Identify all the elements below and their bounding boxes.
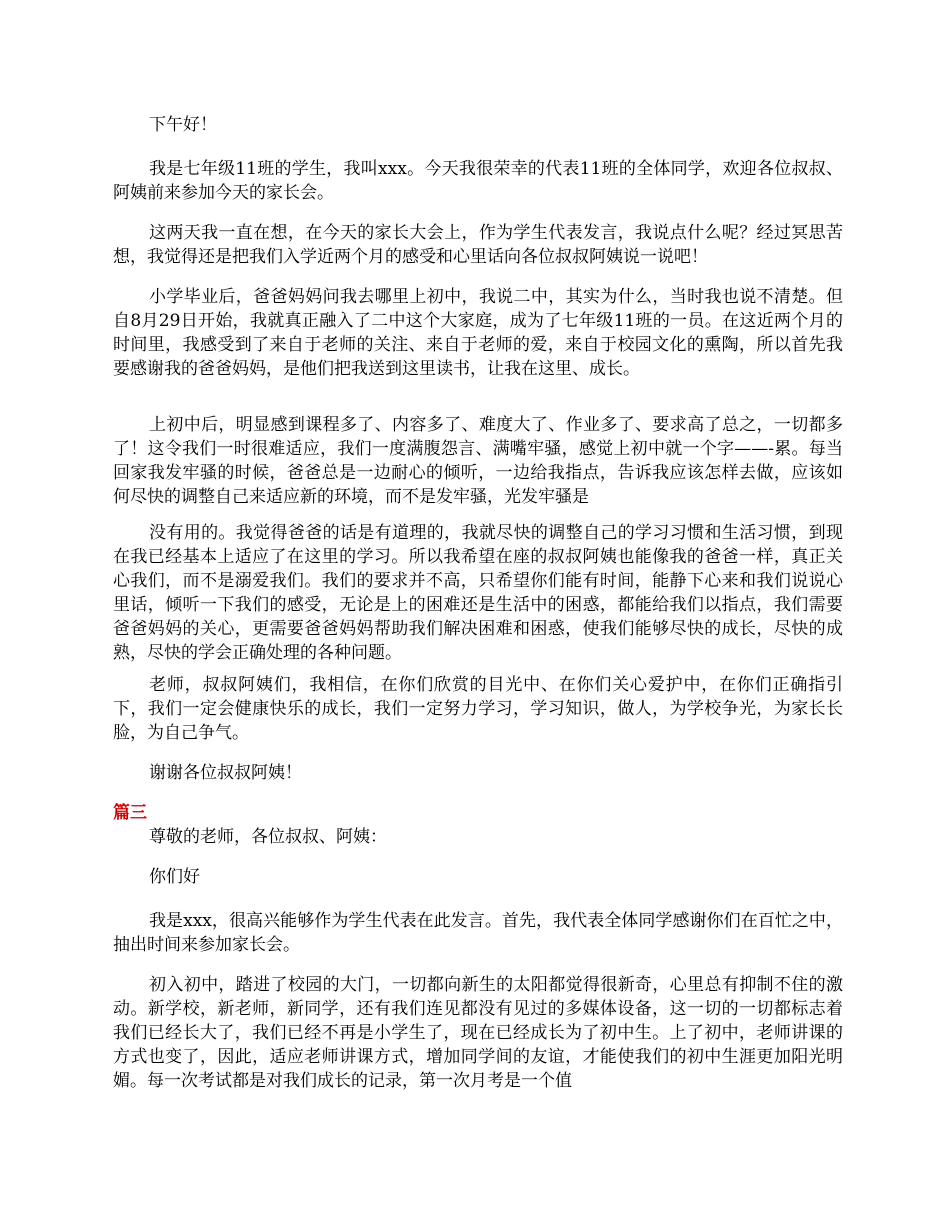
intro-paragraph: 我是七年级11班的学生，我叫xxx。今天我很荣幸的代表11班的全体同学，欢迎各位叔叔、阿姨前来参加今天的家长会。	[113, 159, 843, 203]
thanks-paragraph: 谢谢各位叔叔阿姨！	[149, 763, 302, 783]
greeting-paragraph: 下午好！	[149, 115, 217, 135]
junior-high-paragraph: 初入初中，踏进了校园的大门，一切都向新生的太阳都觉得很新奇，心里总有抑制不住的激动。新学校，新老师，新同学，还有我们连见都没有见过的多媒体设备，这一切的一切都标志着我们已经长大了，我们已经不再是小学生了，现在已经成长为了初中生。上了初中，老师讲课的方式也变了，因此，适应老师讲课方式，增加同学间的友谊，才能使我们的初中生涯更加阳光明媚。每一次考试都是对我们成长的记录，第一次月考是一个值	[113, 975, 843, 1091]
school-entry-paragraph: 小学毕业后，爸爸妈妈问我去哪里上初中，我说二中，其实为什么，当时我也说不清楚。但自8月29日开始，我就真正融入了二中这个大家庭，成为了七年级11班的一员。在这近两个月的时间里，我感受到了来自于老师的关注、来自于老师的爱，来自于校园文化的熏陶，所以首先我要感谢我的爸爸妈妈，是他们把我送到这里读书，让我在这里、成长。	[113, 287, 843, 379]
hello-paragraph: 你们好	[149, 867, 200, 887]
promise-paragraph: 老师，叔叔阿姨们，我相信，在你们欣赏的目光中、在你们关心爱护中，在你们正确指引下，我们一定会健康快乐的成长，我们一定努力学习，学习知识，做人，为学校争光，为家长长脸，为自己争气。	[113, 675, 843, 743]
speech-intro-paragraph: 我是xxx，很高兴能够作为学生代表在此发言。首先，我代表全体同学感谢你们在百忙之中，抽出时间来参加家长会。	[113, 911, 843, 955]
salutation-paragraph: 尊敬的老师，各位叔叔、阿姨：	[149, 827, 387, 847]
adjustment-paragraph: 上初中后，明显感到课程多了、内容多了、难度大了、作业多了、要求高了总之，一切都多了！这令我们一时很难适应，我们一度满腹怨言、满嘴牢骚，感觉上初中就一个字——-累。每当回家我发牢骚的时候，爸爸总是一边耐心的倾听，一边给我指点，告诉我应该怎样去做，应该如何尽快的调整自己来适应新的环境，而不是发牢骚，光发牢骚是	[113, 415, 843, 507]
thinking-paragraph: 这两天我一直在想，在今天的家长大会上，作为学生代表发言，我说点什么呢？经过冥思苦想，我觉得还是把我们入学近两个月的感受和心里话向各位叔叔阿姨说一说吧！	[113, 223, 843, 267]
section-heading: 篇三	[113, 803, 147, 823]
father-advice-paragraph: 没有用的。我觉得爸爸的话是有道理的，我就尽快的调整自己的学习习惯和生活习惯，到现在我已经基本上适应了在这里的学习。所以我希望在座的叔叔阿姨也能像我的爸爸一样，真正关心我们，而不是溺爱我们。我们的要求并不高，只希望你们能有时间，能静下心来和我们说说心里话，倾听一下我们的感受，无论是上的困难还是生活中的困惑，都能给我们以指点，我们需要爸爸妈妈的关心，更需要爸爸妈妈帮助我们解决困难和困惑，使我们能够尽快的成长，尽快的成熟，尽快的学会正确处理的各种问题。	[113, 523, 843, 663]
